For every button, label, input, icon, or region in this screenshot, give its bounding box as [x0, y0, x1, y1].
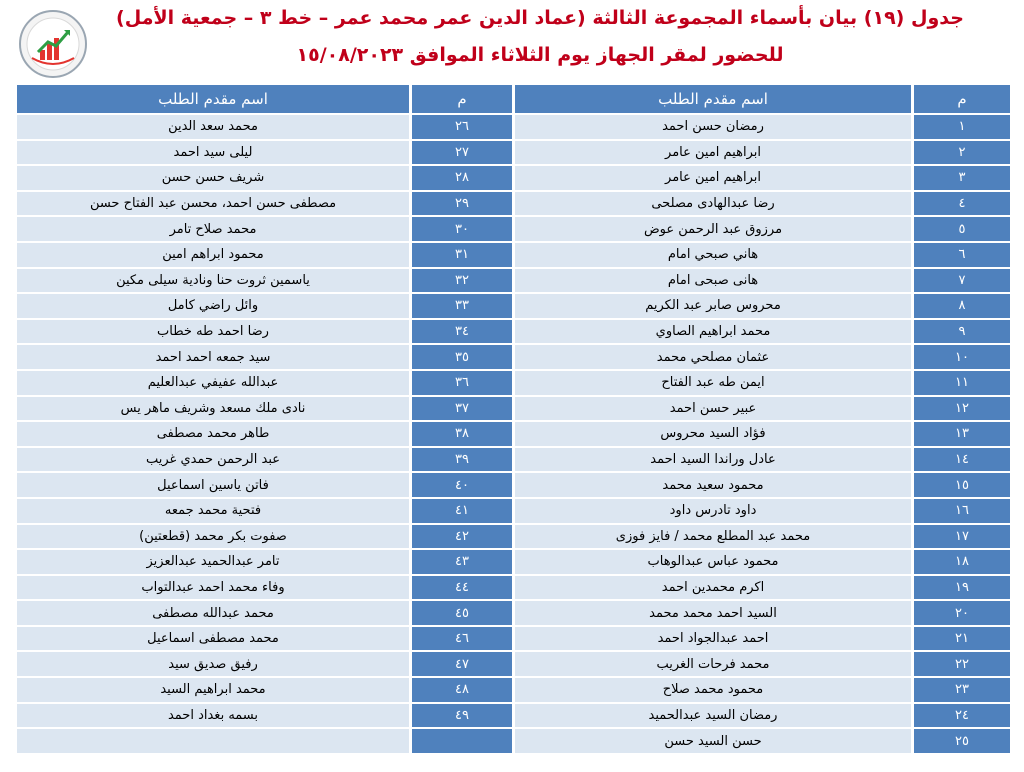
applicant-name-left: طاهر محمد مصطفى: [17, 422, 409, 446]
row-number-left: ٣٩: [412, 448, 512, 472]
applicant-name-left: رفيق صديق سيد: [17, 652, 409, 676]
row-number-left: ٤٨: [412, 678, 512, 702]
table-row: [17, 345, 1010, 369]
row-number-left: ٢٧: [412, 141, 512, 165]
row-number-left: ٣١: [412, 243, 512, 267]
row-number-right: ٣: [914, 166, 1010, 190]
applicant-name-left: عبد الرحمن حمدي غريب: [17, 448, 409, 472]
row-number-left: ٤٦: [412, 627, 512, 651]
row-number-left: ٤٣: [412, 550, 512, 574]
table-row: [17, 141, 1010, 165]
table-row: [17, 397, 1010, 421]
applicant-name-right: محمد ابراهيم الصاوي: [515, 320, 911, 344]
table-row: [17, 166, 1010, 190]
row-number-right: ١٣: [914, 422, 1010, 446]
applicant-name-right: محمد عبد المطلع محمد / فايز فوزى: [515, 525, 911, 549]
applicant-name-right: رمضان السيد عبدالحميد: [515, 704, 911, 728]
row-number-right: ١٨: [914, 550, 1010, 574]
row-number-right: ١٥: [914, 473, 1010, 497]
applicant-name-right: فؤاد السيد محروس: [515, 422, 911, 446]
table-row: [17, 704, 1010, 728]
table-row: [17, 422, 1010, 446]
row-number-right: ٢٣: [914, 678, 1010, 702]
applicant-name-left: محمد صلاح تامر: [17, 217, 409, 241]
row-number-left: ٤٤: [412, 576, 512, 600]
applicant-name-left: محمد عبدالله مصطفى: [17, 601, 409, 625]
row-number-left: ٣٣: [412, 294, 512, 318]
table-row: [17, 371, 1010, 395]
applicant-name-left: تامر عبدالحميد عبدالعزيز: [17, 550, 409, 574]
applicant-name-right: محمود سعيد محمد: [515, 473, 911, 497]
row-number-left: ٣٨: [412, 422, 512, 446]
applicant-name-left: نادى ملك مسعد وشريف ماهر يس: [17, 397, 409, 421]
row-number-left: ٤١: [412, 499, 512, 523]
applicant-name-left: وفاء محمد احمد عبدالتواب: [17, 576, 409, 600]
row-number-right: ٢٢: [914, 652, 1010, 676]
applicant-name-right: محمد فرحات الغريب: [515, 652, 911, 676]
row-number-left: ٤٢: [412, 525, 512, 549]
table-row: [17, 448, 1010, 472]
applicant-name-left: ياسمين ثروت حنا ونادية سيلى مكين: [17, 269, 409, 293]
row-number-right: ٦: [914, 243, 1010, 267]
row-number-left: ٣٢: [412, 269, 512, 293]
row-number-right: ٢: [914, 141, 1010, 165]
row-number-left: ٤٧: [412, 652, 512, 676]
table-row: [17, 627, 1010, 651]
row-number-right: ١٤: [914, 448, 1010, 472]
table-row: [17, 192, 1010, 216]
table-row: [17, 294, 1010, 318]
row-number-right: ٢١: [914, 627, 1010, 651]
applicant-name-left: رضا احمد طه خطاب: [17, 320, 409, 344]
table-row: [17, 499, 1010, 523]
row-number-left: ٢٩: [412, 192, 512, 216]
row-number-right: ٢٥: [914, 729, 1010, 753]
applicant-name-left: وائل راضي كامل: [17, 294, 409, 318]
row-number-right: ٨: [914, 294, 1010, 318]
row-number-right: ٢٤: [914, 704, 1010, 728]
row-number-left: ٢٦: [412, 115, 512, 139]
row-number-right: ٥: [914, 217, 1010, 241]
applicant-name-right: اكرم محمدين احمد: [515, 576, 911, 600]
row-number-left: ٣٠: [412, 217, 512, 241]
applicant-name-left: فتحية محمد جمعه: [17, 499, 409, 523]
table-row: [17, 320, 1010, 344]
applicant-name-left: صفوت بكر محمد (قطعتين): [17, 525, 409, 549]
table-row: [17, 576, 1010, 600]
row-number-left: ٣٧: [412, 397, 512, 421]
page-subtitle: للحضور لمقر الجهاز يوم الثلاثاء الموافق ١٥/٠٨/٢٠٢٣: [296, 44, 784, 66]
row-number-right: ١٩: [914, 576, 1010, 600]
applicant-name-right: احمد عبدالجواد احمد: [515, 627, 911, 651]
table-row: [17, 525, 1010, 549]
applicant-name-left: فاتن ياسين اسماعيل: [17, 473, 409, 497]
applicant-name-right: محروس صابر عبد الكريم: [515, 294, 911, 318]
applicant-name-right: ايمن طه عبد الفتاح: [515, 371, 911, 395]
applicant-name-left: مصطفى حسن احمد، محسن عبد الفتاح حسن: [17, 192, 409, 216]
applicant-name-left: [17, 729, 409, 753]
row-number-left: ٣٥: [412, 345, 512, 369]
row-number-left: [412, 729, 512, 753]
logo: [12, 6, 94, 82]
row-number-left: ٣٦: [412, 371, 512, 395]
table-row: [17, 729, 1010, 753]
row-number-right: ١٢: [914, 397, 1010, 421]
applicant-name-right: محمود محمد صلاح: [515, 678, 911, 702]
applicant-name-left: شريف حسن حسن: [17, 166, 409, 190]
applicant-name-right: عادل وراندا السيد احمد: [515, 448, 911, 472]
applicant-name-left: محمد ابراهيم السيد: [17, 678, 409, 702]
row-number-left: ٤٩: [412, 704, 512, 728]
row-number-right: ٩: [914, 320, 1010, 344]
applicant-name-right: ابراهيم امين عامر: [515, 166, 911, 190]
applicant-name-right: رضا عبدالهادى مصلحى: [515, 192, 911, 216]
applicant-name-left: سيد جمعه احمد احمد: [17, 345, 409, 369]
row-number-left: ٤٠: [412, 473, 512, 497]
applicant-name-right: حسن السيد حسن: [515, 729, 911, 753]
applicant-name-right: ابراهيم امين عامر: [515, 141, 911, 165]
row-number-right: ٢٠: [914, 601, 1010, 625]
table-row: [17, 269, 1010, 293]
applicant-name-right: عبير حسن احمد: [515, 397, 911, 421]
col-header-num-left: م: [412, 85, 512, 113]
applicant-name-left: محمد مصطفى اسماعيل: [17, 627, 409, 651]
col-header-name-right: اسم مقدم الطلب: [515, 85, 911, 113]
applicant-name-right: مرزوق عبد الرحمن عوض: [515, 217, 911, 241]
table-row: [17, 473, 1010, 497]
table-row: [17, 652, 1010, 676]
col-header-num-right: م: [914, 85, 1010, 113]
row-number-right: ١٦: [914, 499, 1010, 523]
row-number-right: ٧: [914, 269, 1010, 293]
applicant-name-right: داود تادرس داود: [515, 499, 911, 523]
row-number-right: ١: [914, 115, 1010, 139]
row-number-left: ٢٨: [412, 166, 512, 190]
applicant-name-right: رمضان حسن احمد: [515, 115, 911, 139]
page-title: جدول (١٩) بيان بأسماء المجموعة الثالثة (عماد الدين عمر محمد عمر – خط ٣ – جمعية الأمل): [116, 7, 964, 29]
applicant-name-left: عبدالله عفيفي عبدالعليم: [17, 371, 409, 395]
row-number-left: ٣٤: [412, 320, 512, 344]
applicant-name-left: محمد سعد الدين: [17, 115, 409, 139]
applicant-name-left: بسمه بغداد احمد: [17, 704, 409, 728]
applicant-name-left: ليلى سيد احمد: [17, 141, 409, 165]
attendance-table: [14, 83, 1013, 755]
col-header-name-left: اسم مقدم الطلب: [17, 85, 409, 113]
table-row: [17, 243, 1010, 267]
applicant-name-right: هانى صبحى امام: [515, 269, 911, 293]
applicant-name-left: محمود ابراهم امين: [17, 243, 409, 267]
row-number-right: ١٠: [914, 345, 1010, 369]
applicant-name-right: محمود عباس عبدالوهاب: [515, 550, 911, 574]
row-number-right: ١١: [914, 371, 1010, 395]
table-row: [17, 678, 1010, 702]
table-row: [17, 550, 1010, 574]
row-number-right: ٤: [914, 192, 1010, 216]
table-row: [17, 601, 1010, 625]
table-row: [17, 115, 1010, 139]
row-number-right: ١٧: [914, 525, 1010, 549]
applicant-name-right: عثمان مصلحي محمد: [515, 345, 911, 369]
applicant-name-right: هاني صبحي امام: [515, 243, 911, 267]
table-header-row: [17, 85, 1010, 113]
row-number-left: ٤٥: [412, 601, 512, 625]
applicant-name-right: السيد احمد محمد محمد: [515, 601, 911, 625]
table-row: [17, 217, 1010, 241]
